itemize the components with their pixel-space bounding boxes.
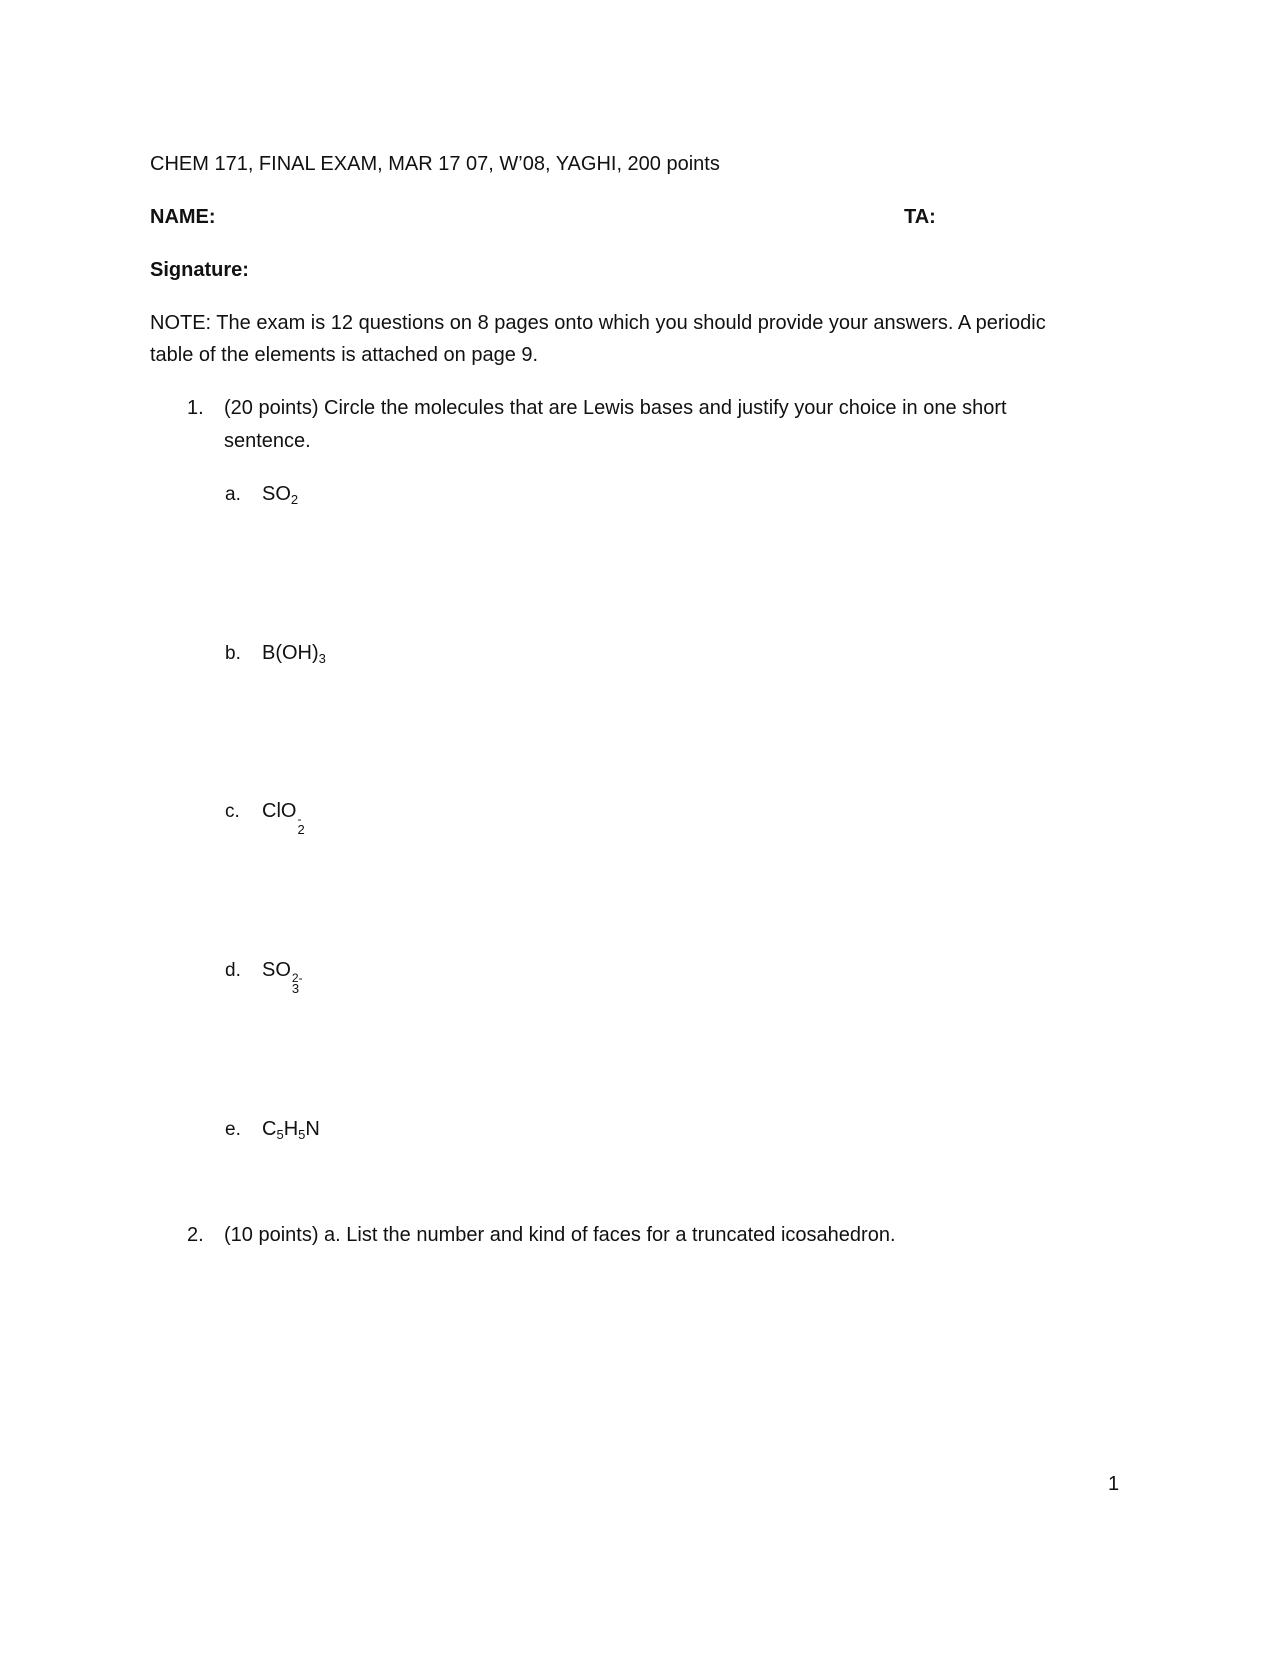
note-line-1: NOTE: The exam is 12 questions on 8 pages onto which you should provide your answers. A periodic bbox=[150, 312, 1046, 334]
formula: SO 2- 3 bbox=[262, 959, 303, 996]
exam-title: CHEM 171, FINAL EXAM, MAR 17 07, W’08, YAGHI, 200 points bbox=[150, 153, 720, 175]
option-e bbox=[225, 1117, 320, 1142]
question-1 bbox=[187, 396, 1007, 420]
option-label: b. bbox=[225, 643, 241, 664]
question-number: 2. bbox=[187, 1224, 204, 1246]
name-label: NAME: bbox=[150, 206, 216, 228]
signature-label: Signature: bbox=[150, 259, 249, 281]
question-number: 1. bbox=[187, 397, 204, 419]
ta-label: TA: bbox=[904, 206, 936, 228]
option-b bbox=[225, 641, 326, 666]
option-label: a. bbox=[225, 484, 241, 505]
option-a bbox=[225, 482, 298, 507]
formula: $C_5H_5N$ bbox=[262, 1118, 320, 1142]
option-label: e. bbox=[225, 1119, 241, 1140]
question-1-line-2: sentence. bbox=[224, 430, 311, 452]
question-text: (20 points) Circle the molecules that are Lewis bases and justify your choice in one short bbox=[224, 397, 1007, 419]
formula: $SO_2$ bbox=[262, 483, 299, 507]
page-number: 1 bbox=[1108, 1473, 1120, 1495]
note-line-2: table of the elements is attached on page 9. bbox=[150, 344, 539, 366]
option-c bbox=[225, 799, 305, 836]
option-label: c. bbox=[225, 801, 240, 822]
question-text: (10 points) a. List the number and kind of faces for a truncated icosahedron. bbox=[224, 1224, 896, 1246]
option-d bbox=[225, 958, 303, 995]
option-label: d. bbox=[225, 960, 241, 981]
question-2 bbox=[187, 1223, 896, 1247]
formula: ClO - 2 bbox=[262, 800, 305, 837]
formula: $B(OH)_3$ bbox=[262, 642, 326, 666]
